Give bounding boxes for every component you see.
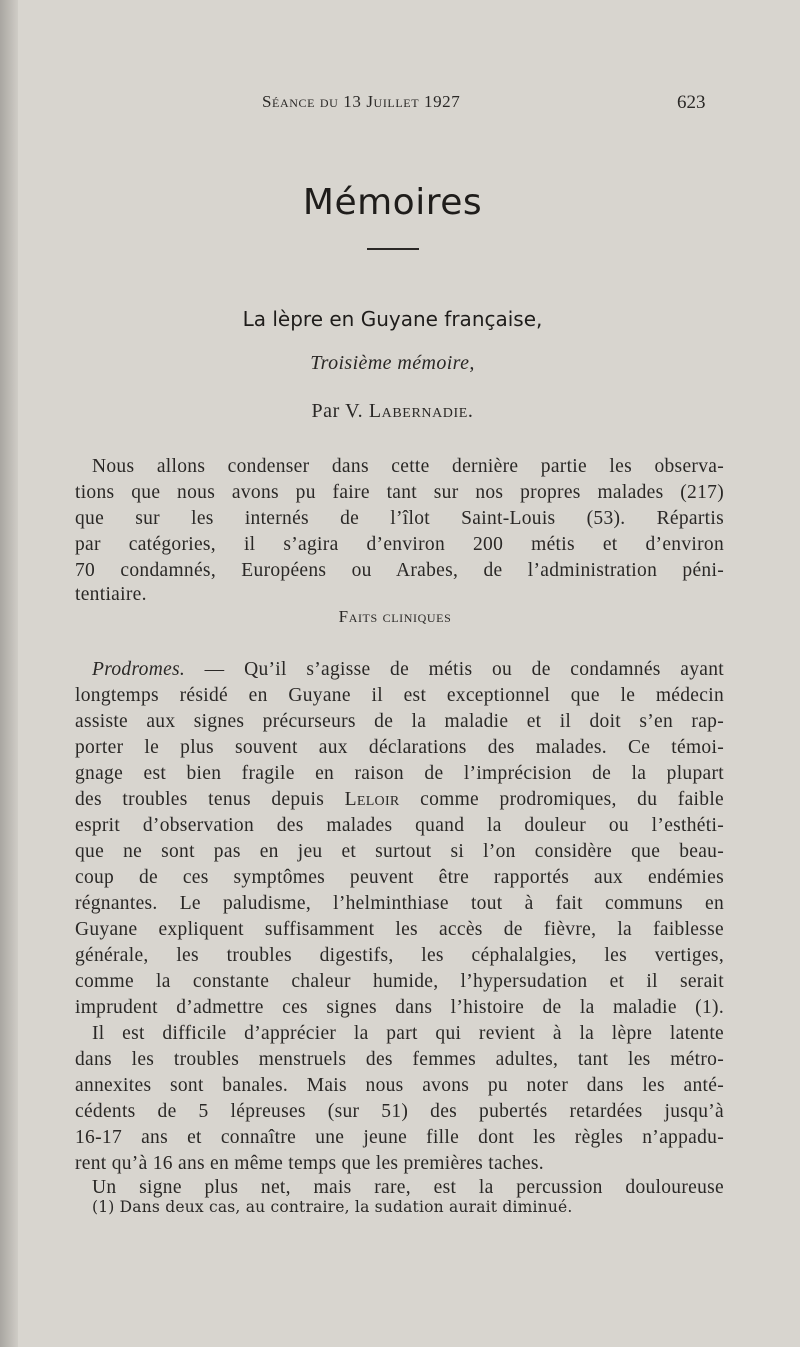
text-line: dans les troubles menstruels des femmes adultes, tant les métro-	[75, 1049, 724, 1070]
text-line: esprit d’observation des malades quand la douleur ou l’esthéti-	[75, 815, 724, 836]
text-line: annexites sont banales. Mais nous avons pu noter dans les anté-	[75, 1075, 724, 1096]
author-reference: Leloir	[344, 789, 400, 810]
author-name: Labernadie.	[368, 400, 474, 422]
text-line: rent qu’à 16 ans en même temps que les premières taches.	[75, 1153, 544, 1174]
text-line: imprudent d’admettre ces signes dans l’histoire de la maladie (1).	[75, 997, 724, 1018]
article-title: La lèpre en Guyane française,	[242, 307, 543, 331]
text-line: par catégories, il s’agira d’environ 200 métis et d’environ	[75, 534, 724, 555]
text-line: 70 condamnés, Européens ou Arabes, de l’administration péni-	[75, 560, 724, 581]
title-rule	[367, 248, 419, 250]
text-line: régnantes. Le paludisme, l’helminthiase tout à fait communs en	[75, 893, 724, 914]
article-subtitle: Troisième mémoire,	[310, 352, 475, 374]
text-span: — Qu’il s’agisse de métis ou de condamnés ayant	[185, 659, 724, 680]
text-line: Guyane expliquent suffisamment les accès de fièvre, la faiblesse	[75, 919, 724, 940]
text-line: 16-17 ans et connaître une jeune fille dont les règles n’appadu-	[75, 1127, 724, 1148]
byline-prefix: Par V.	[311, 400, 364, 422]
text-line: Nous allons condenser dans cette dernière partie les observa-	[92, 456, 724, 477]
text-line: que ne sont pas en jeu et surtout si l’on considère que beau-	[75, 841, 724, 862]
paragraph-lead: Prodromes.	[92, 659, 186, 680]
text-line: tions que nous avons pu faire tant sur nos propres malades (217)	[75, 482, 724, 503]
text-line: longtemps résidé en Guyane il est exceptionnel que le médecin	[75, 685, 724, 706]
footnote: (1) Dans deux cas, au contraire, la sudation aurait diminué.	[92, 1198, 573, 1216]
section-heading: Faits cliniques	[338, 607, 452, 626]
running-head: Séance du 13 Juillet 1927	[262, 92, 461, 111]
text-line: comme la constante chaleur humide, l’hypersudation et il serait	[75, 971, 724, 992]
text-line: assiste aux signes précurseurs de la maladie et il doit s’en rap-	[75, 711, 724, 732]
text-line: gnage est bien fragile en raison de l’imprécision de la plupart	[75, 763, 724, 784]
page-number: 623	[677, 92, 706, 113]
text-line: que sur les internés de l’îlot Saint-Louis (53). Répartis	[75, 508, 724, 529]
section-title: Mémoires	[302, 182, 483, 223]
text-line	[92, 657, 724, 683]
text-line: Il est difficile d’apprécier la part qui revient à la lèpre latente	[92, 1023, 724, 1044]
text-line: coup de ces symptômes peuvent être rapportés aux endémies	[75, 867, 724, 888]
text-span: comme prodromiques, du faible	[399, 789, 724, 810]
text-line: Un signe plus net, mais rare, est la percussion douloureuse	[92, 1177, 724, 1198]
text-line: cédents de 5 lépreuses (sur 51) des pubertés retardées jusqu’à	[75, 1101, 724, 1122]
text-line: générale, les troubles digestifs, les céphalalgies, les vertiges,	[75, 945, 724, 966]
text-line: porter le plus souvent aux déclarations des malades. Ce témoi-	[75, 737, 724, 758]
text-line: tentiaire.	[75, 584, 147, 605]
byline	[0, 400, 785, 423]
text-span: des troubles tenus depuis	[75, 789, 345, 810]
text-line	[75, 787, 724, 813]
